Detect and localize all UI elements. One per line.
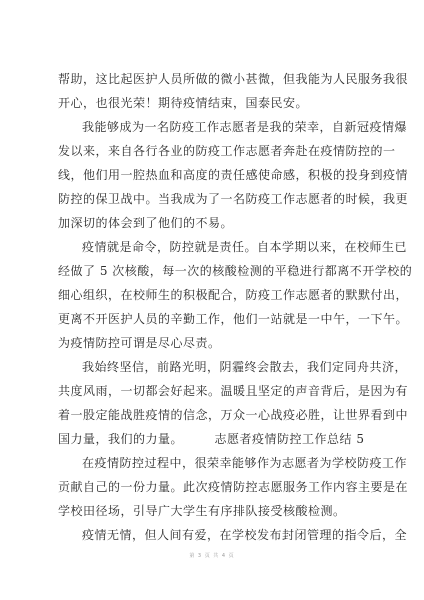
text-line: 帮助，这比起医护人员所做的微小甚微，但我能为人民服务我很: [58, 72, 409, 86]
text-line: 国力量，我们的力量。 志愿者疫情防控工作总结 5: [58, 432, 365, 446]
paragraph: [58, 451, 409, 523]
document-body: [58, 67, 413, 547]
text-line: 加深切的体会到了他们的不易。: [58, 216, 234, 230]
text-line: 防控的保卫战中。当我成为了一名防疫工作志愿者的时候，我更: [58, 192, 409, 206]
text-line: 疫情无情，但人间有爱，在学校发布封闭管理的指令后，全: [82, 528, 408, 542]
text-line: 为疫情防控可谓是尽心尽责。: [58, 336, 221, 350]
page-footer: 第 3 页 共 4 页: [189, 553, 235, 559]
text-line: 开心，也很光荣！期待疫情结束，国泰民安。: [58, 96, 309, 110]
paragraph: [58, 523, 408, 547]
text-line: 更离不开医护人员的辛勤工作，他们一站就是一中午，一下午。: [58, 312, 409, 326]
text-line: 我能够成为一名防疫工作志愿者是我的荣幸，自新冠疫情爆: [82, 120, 408, 134]
text-line: 疫情就是命令，防控就是责任。自本学期以来，在校师生已: [82, 240, 408, 254]
text-line: 在疫情防控过程中，很荣幸能够作为志愿者为学校防疫工作: [82, 456, 408, 470]
paragraph: [58, 67, 409, 115]
text-line: 线，他们用一腔热血和高度的责任感使命感，积极的投身到疫情: [58, 168, 409, 182]
text-line: 发以来，来自各行各业的防疫工作志愿者奔赴在疫情防控的一: [58, 144, 396, 158]
text-line: 共度风雨，一切都会好起来。温暖且坚定的声音背后，是因为有: [58, 384, 409, 398]
text-line: 我始终坚信，前路光明，阴霾终会散去，我们定同舟共济，: [82, 360, 408, 374]
text-line: 着一股定能战胜疫情的信念，万众一心战疫必胜，让世界看到中: [58, 408, 409, 422]
paragraph: [58, 355, 409, 451]
text-line: 学校田径场，引导广大学生有序排队接受核酸检测。: [58, 504, 346, 518]
text-line: 细心组织，在校师生的积极配合，防疫工作志愿者的默默付出，: [58, 288, 409, 302]
text-line: 经做了 5 次核酸，每一次的核酸检测的平稳进行都离不开学校的: [58, 264, 413, 278]
paragraph: [58, 115, 409, 235]
text-line: 贡献自己的一份力量。此次疫情防控志愿服务工作内容主要是在: [58, 480, 409, 494]
paragraph: [58, 235, 413, 355]
